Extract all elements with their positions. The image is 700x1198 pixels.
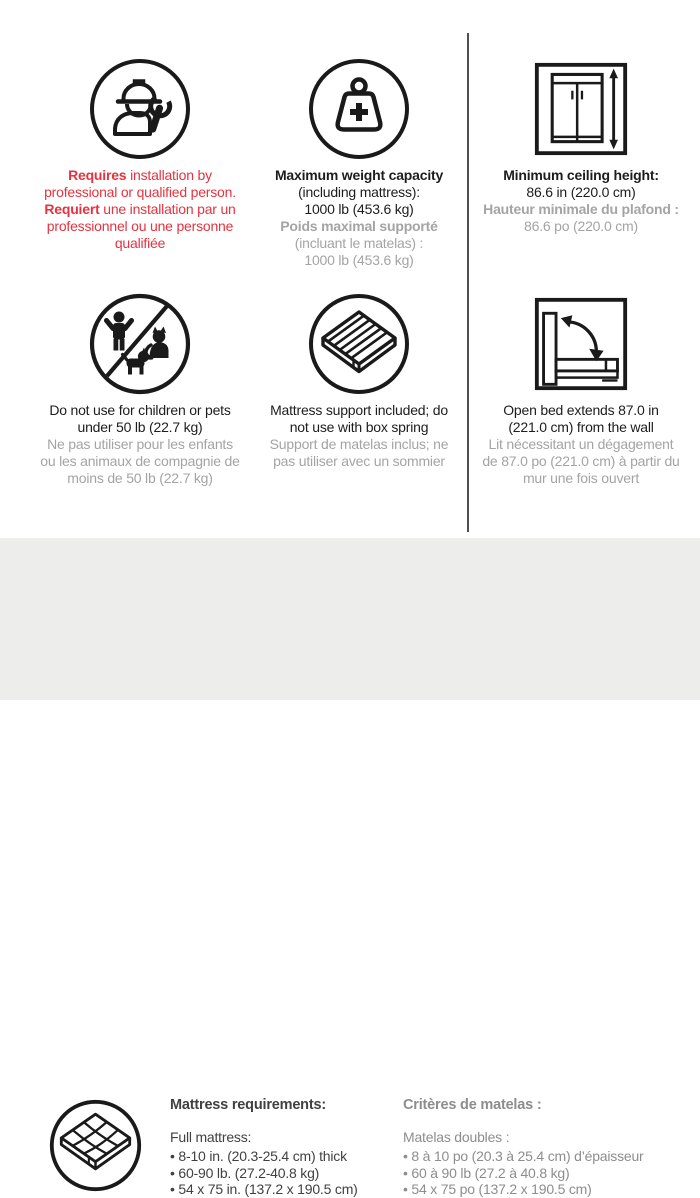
footer-heading-en: Mattress requirements: xyxy=(170,1097,326,1113)
text-line: Support de matelas inclus; ne xyxy=(269,436,449,452)
text-fr: une installation par un xyxy=(99,201,236,217)
text-fr-lines xyxy=(250,235,468,269)
quilted-mattress-icon-wrap xyxy=(48,1098,143,1193)
ceiling-height-icon xyxy=(533,61,629,157)
text-en-bold: Requires xyxy=(68,167,127,183)
text-fr: professionnel ou une personne xyxy=(46,218,234,234)
text-en-lines xyxy=(468,184,694,201)
card-text xyxy=(468,167,694,235)
card-text xyxy=(30,402,250,487)
text-fr-lines xyxy=(250,436,468,470)
footer-subheading-en: Full mattress: xyxy=(170,1129,252,1145)
footer-french-column xyxy=(403,1097,644,1198)
text-line: under 50 lb (22.7 kg) xyxy=(77,419,203,435)
text-line: • 54 x 75 in. (137.2 x 190.5 cm) xyxy=(170,1181,358,1198)
text-line: • 60-90 lb. (27.2-40.8 kg) xyxy=(170,1165,358,1182)
text-fr-lines xyxy=(468,436,694,487)
text-line: pas utiliser avec un sommier xyxy=(273,453,445,469)
text-line: not use with box spring xyxy=(289,419,429,435)
spec-card-open-bed xyxy=(468,292,694,487)
card-text xyxy=(30,167,250,252)
text-line: (221.0 cm) from the wall xyxy=(508,419,654,435)
text-line: 86.6 po (220.0 cm) xyxy=(524,218,638,234)
no-children-pets-icon xyxy=(88,292,192,396)
weight-plus-icon xyxy=(307,57,411,161)
ceiling-icon-wrap xyxy=(468,57,694,161)
mattress-requirements-footer xyxy=(0,538,700,1197)
support-icon-wrap xyxy=(250,292,468,396)
text-fr: qualifiée xyxy=(114,235,166,251)
text-line: Lit nécessitant un dégagement xyxy=(488,436,674,452)
text-en-lines xyxy=(250,402,468,436)
text-line: ou les animaux de compagnie de xyxy=(40,453,240,469)
card-text xyxy=(250,402,468,470)
text-en-lines xyxy=(30,402,250,436)
text-en-heading: Maximum weight capacity xyxy=(274,167,444,183)
quilted-mattress-icon xyxy=(48,1098,143,1193)
text-line: 1000 lb (453.6 kg) xyxy=(304,252,414,268)
card-text xyxy=(468,402,694,487)
text-line: moins de 50 lb (22.7 kg) xyxy=(67,470,213,486)
text-line: 1000 lb (453.6 kg) xyxy=(304,201,414,217)
text-line: • 8 à 10 po (20.3 à 25.4 cm) d’épaisseur xyxy=(403,1148,644,1165)
spec-card-max-weight xyxy=(250,57,468,269)
footer-english-column xyxy=(170,1097,358,1198)
text-en-heading: Minimum ceiling height: xyxy=(503,167,659,183)
text-line: • 54 x 75 po (137.2 x 190.5 cm) xyxy=(403,1181,644,1198)
text-line: 86.6 in (220.0 cm) xyxy=(526,184,636,200)
text-line: (including mattress): xyxy=(298,184,420,200)
installer-icon xyxy=(88,57,192,161)
footer-list-fr xyxy=(403,1148,644,1198)
spec-card-ceiling-height xyxy=(468,57,694,235)
open-bed-icon-wrap xyxy=(468,292,694,396)
text-fr-heading: Hauteur minimale du plafond : xyxy=(483,201,679,217)
text-line: mur une fois ouvert xyxy=(522,470,640,486)
text-en-lines xyxy=(468,402,694,436)
no-children-pets-icon-wrap xyxy=(30,292,250,396)
installer-icon-wrap xyxy=(30,57,250,161)
text-line: Ne pas utiliser pour les enfants xyxy=(47,436,233,452)
text-line: (incluant le matelas) : xyxy=(294,235,424,251)
text-line: Open bed extends 87.0 in xyxy=(503,402,659,418)
footer-subheading-fr: Matelas doubles : xyxy=(403,1129,510,1145)
text-line: • 8-10 in. (20.3-25.4 cm) thick xyxy=(170,1148,358,1165)
text-en: installation by xyxy=(126,167,212,183)
text-fr-lines xyxy=(468,218,694,235)
text-fr-lines xyxy=(30,436,250,487)
text-line: • 60 à 90 lb (27.2 à 40.8 kg) xyxy=(403,1165,644,1182)
text-line: de 87.0 po (221.0 cm) à partir du xyxy=(482,453,680,469)
text-line: Do not use for children or pets xyxy=(49,402,231,418)
text-line: Mattress support included; do xyxy=(270,402,448,418)
text-en: professional or qualified person. xyxy=(44,184,236,200)
text-fr-heading: Poids maximal supporté xyxy=(280,218,438,234)
weight-icon-wrap xyxy=(250,57,468,161)
text-fr-bold: Requiert xyxy=(44,201,100,217)
footer-heading-fr: Critères de matelas : xyxy=(403,1097,542,1113)
spec-card-children-pets xyxy=(30,292,250,487)
spec-card-installation xyxy=(30,57,250,252)
spec-card-mattress-support xyxy=(250,292,468,470)
footer-list-en xyxy=(170,1148,358,1198)
mattress-support-icon xyxy=(307,292,411,396)
open-bed-icon xyxy=(533,296,629,392)
card-text xyxy=(250,167,468,269)
text-en-lines xyxy=(250,184,468,218)
